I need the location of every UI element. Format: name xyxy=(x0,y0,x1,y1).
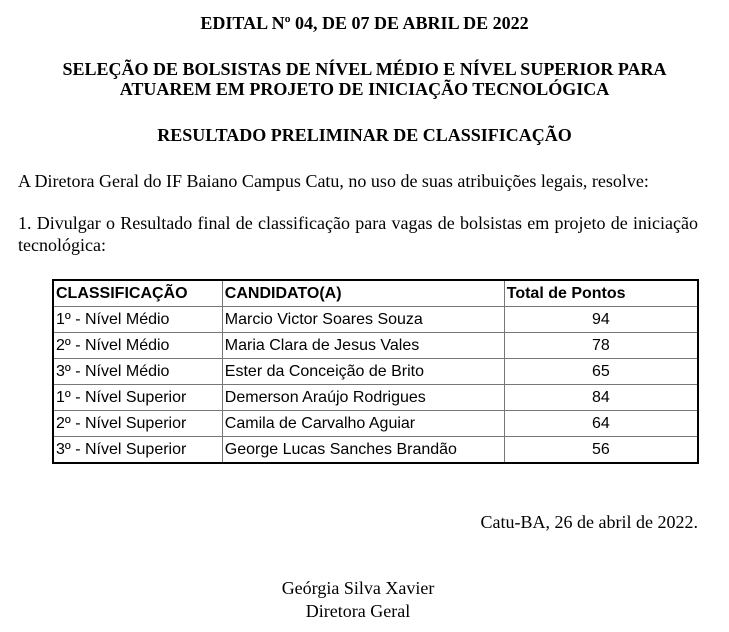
result-title: RESULTADO PRELIMINAR DE CLASSIFICAÇÃO xyxy=(157,125,572,145)
cell-total: 84 xyxy=(504,385,698,411)
header-total-pontos: Total de Pontos xyxy=(504,280,698,307)
table-row xyxy=(53,411,698,437)
intro-paragraph: A Diretora Geral do IF Baiano Campus Catu, no uso de suas atribuições legais, resolve: xyxy=(18,171,649,191)
cell-classificacao: 2º - Nível Superior xyxy=(53,411,222,437)
selection-title-line-2: ATUAREM EM PROJETO DE INICIAÇÃO TECNOLÓGICA xyxy=(119,79,610,99)
table-row xyxy=(53,437,698,464)
table-row xyxy=(53,333,698,359)
cell-classificacao: 1º - Nível Médio xyxy=(53,307,222,333)
cell-total: 94 xyxy=(504,307,698,333)
cell-total: 64 xyxy=(504,411,698,437)
header-classificacao: CLASSIFICAÇÃO xyxy=(53,280,222,307)
edital-title: EDITAL Nº 04, DE 07 DE ABRIL DE 2022 xyxy=(200,13,529,33)
table-header-row xyxy=(53,280,698,307)
cell-classificacao: 1º - Nível Superior xyxy=(53,385,222,411)
cell-total: 56 xyxy=(504,437,698,464)
cell-candidato: George Lucas Sanches Brandão xyxy=(222,437,504,464)
cell-total: 78 xyxy=(504,333,698,359)
signer-role: Diretora Geral xyxy=(305,601,411,621)
cell-classificacao: 3º - Nível Médio xyxy=(53,359,222,385)
table-row xyxy=(53,385,698,411)
cell-candidato: Camila de Carvalho Aguiar xyxy=(222,411,504,437)
selection-title xyxy=(0,59,729,99)
cell-candidato: Demerson Araújo Rodrigues xyxy=(222,385,504,411)
cell-candidato: Maria Clara de Jesus Vales xyxy=(222,333,504,359)
cell-total: 65 xyxy=(504,359,698,385)
item-1-paragraph: 1. Divulgar o Resultado final de classificação para vagas de bolsistas em projeto de iniciação tecnológica: xyxy=(18,213,698,255)
cell-candidato: Ester da Conceição de Brito xyxy=(222,359,504,385)
signer-name: Geórgia Silva Xavier xyxy=(281,578,435,598)
cell-classificacao: 2º - Nível Médio xyxy=(53,333,222,359)
cell-candidato: Marcio Victor Soares Souza xyxy=(222,307,504,333)
selection-title-line-1: SELEÇÃO DE BOLSISTAS DE NÍVEL MÉDIO E NÍVEL SUPERIOR PARA xyxy=(62,59,667,79)
table-row xyxy=(53,359,698,385)
header-candidato: CANDIDATO(A) xyxy=(222,280,504,307)
place-date: Catu-BA, 26 de abril de 2022. xyxy=(480,512,698,532)
table-row xyxy=(53,307,698,333)
results-table xyxy=(52,279,699,464)
cell-classificacao: 3º - Nível Superior xyxy=(53,437,222,464)
